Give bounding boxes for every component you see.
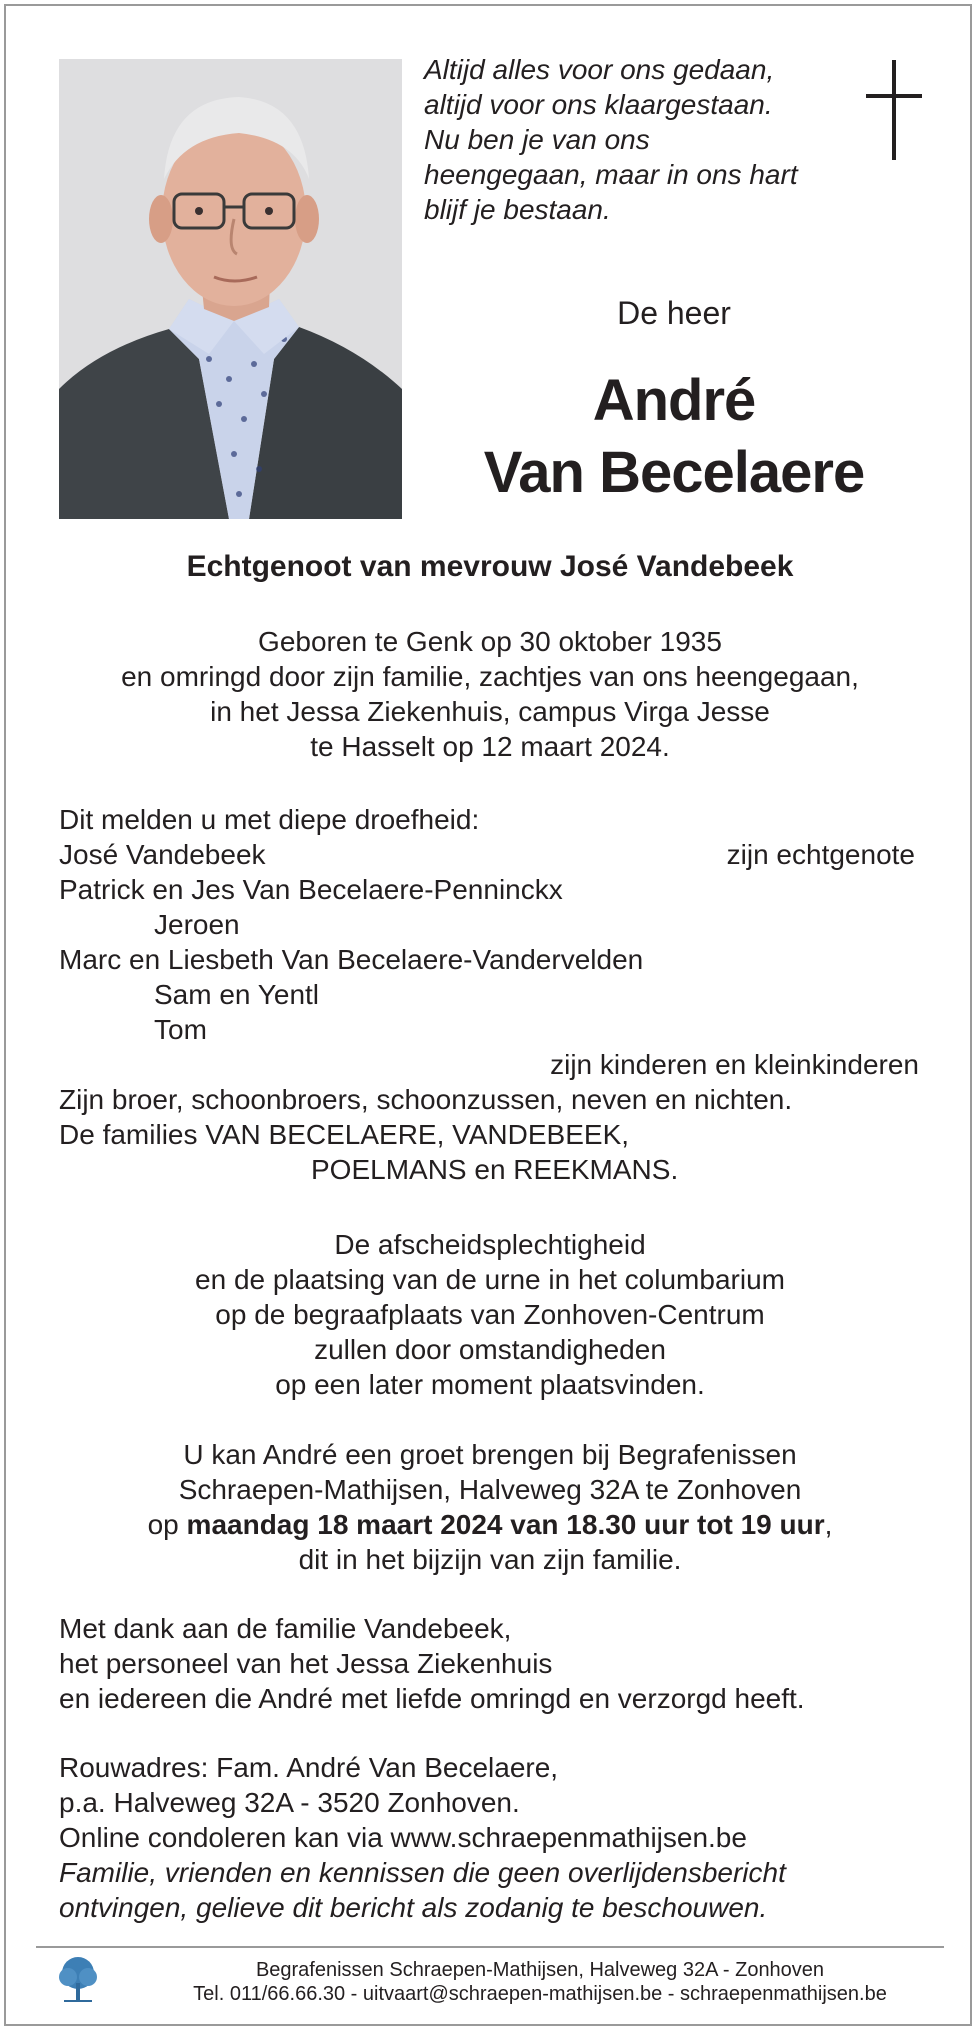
family-member: Marc en Liesbeth Van Becelaere-Vandervelden bbox=[59, 944, 644, 975]
thanks-line: en iedereen die André met liefde omringd en verzorgd heeft. bbox=[59, 1683, 805, 1714]
verse-line: altijd voor ons klaargestaan. bbox=[424, 89, 773, 120]
notice-line: ontvingen, gelieve dit bericht als zodanig te beschouwen. bbox=[59, 1892, 768, 1923]
visit-line: Schraepen-Mathijsen, Halveweg 32A te Zonhoven bbox=[178, 1474, 802, 1505]
visit-line: U kan André een groet brengen bij Begrafenissen bbox=[183, 1439, 797, 1470]
ceremony-line: op een later moment plaatsvinden. bbox=[275, 1369, 705, 1400]
honorific: De heer bbox=[617, 295, 731, 331]
address-line: Rouwadres: Fam. André Van Becelaere, bbox=[59, 1752, 559, 1783]
notice-line: Familie, vrienden en kennissen die geen overlijdensbericht bbox=[59, 1857, 786, 1888]
ceremony-line: en de plaatsing van de urne in het columbarium bbox=[195, 1264, 785, 1295]
detail-line: Geboren te Genk op 30 oktober 1935 bbox=[258, 626, 722, 657]
thanks-line: het personeel van het Jessa Ziekenhuis bbox=[59, 1648, 553, 1679]
footer-divider bbox=[36, 1946, 944, 1948]
visit-datetime: maandag 18 maart 2024 van 18.30 uur tot 19 uur bbox=[186, 1509, 825, 1540]
visit-line: dit in het bijzijn van zijn familie. bbox=[298, 1544, 682, 1575]
birth-death-details bbox=[0, 624, 980, 764]
children-relation: zijn kinderen en kleinkinderen bbox=[550, 1049, 919, 1080]
detail-line: in het Jessa Ziekenhuis, campus Virga Jesse bbox=[210, 696, 770, 727]
verse-line: blijf je bestaan. bbox=[424, 194, 611, 225]
footer-line: Begrafenissen Schraepen-Mathijsen, Halveweg 32A - Zonhoven bbox=[255, 1959, 825, 1981]
family-member: Patrick en Jes Van Becelaere-Penninckx bbox=[59, 874, 563, 905]
family-member: Sam en Yentl bbox=[154, 979, 320, 1010]
family-member: Jeroen bbox=[154, 909, 240, 940]
visit-suffix: , bbox=[824, 1509, 833, 1540]
children-relation-row bbox=[59, 1047, 939, 1082]
memorial-verse bbox=[424, 52, 854, 227]
visitation-details bbox=[0, 1437, 980, 1577]
family-member: Tom bbox=[154, 1014, 207, 1045]
detail-line: en omringd door zijn familie, zachtjes van ons heengegaan, bbox=[121, 661, 859, 692]
family-announcement bbox=[59, 802, 939, 1187]
verse-line: heengegaan, maar in ons hart bbox=[424, 159, 798, 190]
portrait-photo bbox=[59, 59, 402, 519]
ceremony-line: zullen door omstandigheden bbox=[314, 1334, 666, 1365]
announcement-intro: Dit melden u met diepe droefheid: bbox=[59, 804, 480, 835]
verse-line: Altijd alles voor ons gedaan, bbox=[424, 54, 775, 85]
spouse-line: Echtgenoot van mevrouw José Vandebeek bbox=[186, 550, 794, 583]
first-name: André bbox=[592, 368, 756, 433]
online-condolence-line[interactable]: Online condoleren kan via www.schraepenmathijsen.be bbox=[59, 1822, 747, 1853]
thanks-line: Met dank aan de familie Vandebeek, bbox=[59, 1613, 512, 1644]
visit-date-line bbox=[0, 1507, 980, 1542]
ceremony-line: op de begraafplaats van Zonhoven-Centrum bbox=[215, 1299, 765, 1330]
visit-prefix: op bbox=[147, 1509, 187, 1540]
spouse-entry bbox=[59, 837, 939, 872]
footer-contact: Tel. 011/66.66.30 - uitvaart@schraepen-mathijsen.be - schraepenmathijsen.be bbox=[193, 1983, 887, 2005]
spouse-name: José Vandebeek bbox=[59, 839, 266, 870]
thanks-block bbox=[59, 1611, 939, 1716]
condolence-address bbox=[59, 1750, 939, 1925]
last-name: Van Becelaere bbox=[483, 440, 865, 505]
tree-icon bbox=[56, 1955, 100, 2005]
siblings-line: Zijn broer, schoonbroers, schoonzussen, neven en nichten. bbox=[59, 1084, 793, 1115]
cross-icon bbox=[866, 60, 922, 160]
funeral-home-footer bbox=[100, 1958, 980, 2006]
ceremony-details bbox=[0, 1227, 980, 1402]
detail-line: te Hasselt op 12 maart 2024. bbox=[310, 731, 670, 762]
ceremony-line: De afscheidsplechtigheid bbox=[334, 1229, 646, 1260]
families-line: POELMANS en REEKMANS. bbox=[311, 1154, 679, 1185]
deceased-name bbox=[424, 365, 924, 509]
address-line: p.a. Halveweg 32A - 3520 Zonhoven. bbox=[59, 1787, 520, 1818]
spouse-relation: zijn echtgenote bbox=[726, 839, 915, 870]
verse-line: Nu ben je van ons bbox=[424, 124, 650, 155]
families-line: De families VAN BECELAERE, VANDEBEEK, bbox=[59, 1119, 630, 1150]
